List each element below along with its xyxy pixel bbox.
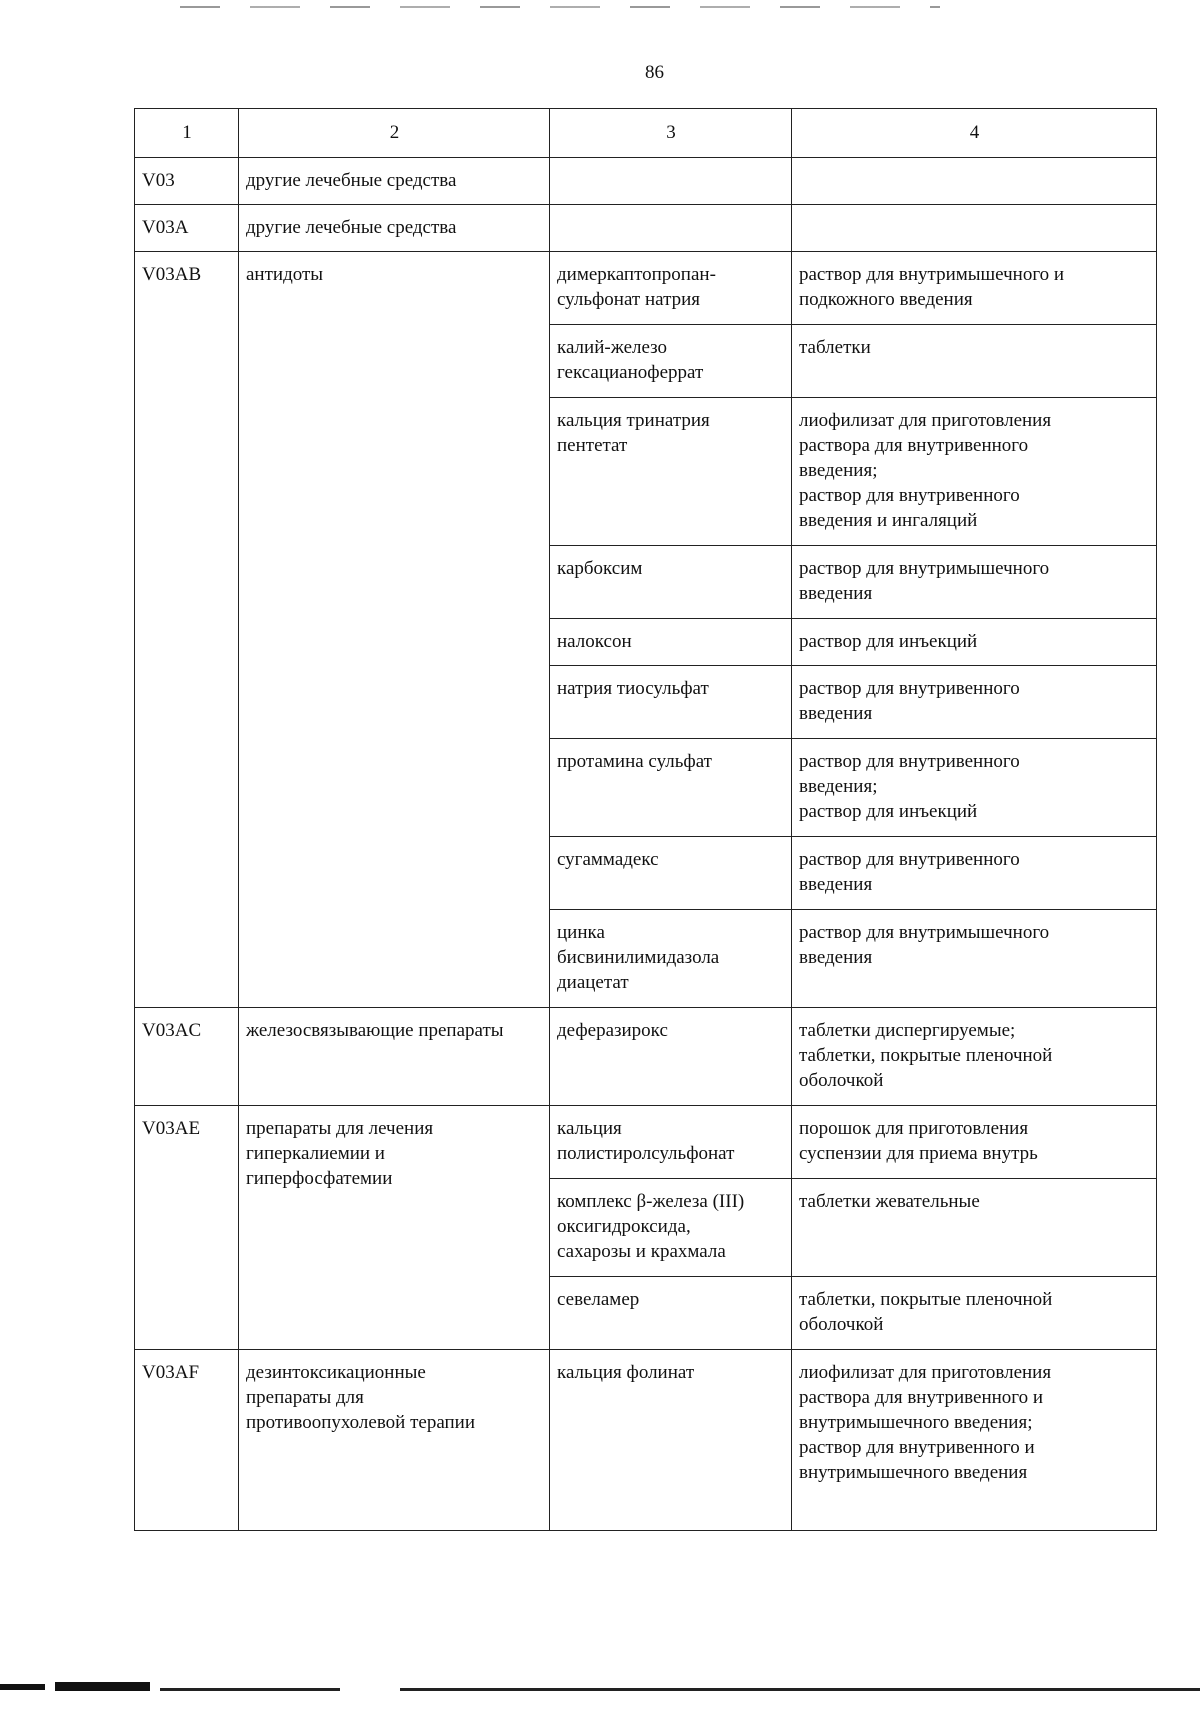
dosage-form	[792, 205, 1157, 252]
dosage-form-line: введения	[799, 703, 873, 724]
column-header-2: 2	[239, 109, 550, 158]
atc-code: V03AF	[135, 1350, 239, 1531]
dosage-form-line: суспензии для приема внутрь	[799, 1143, 1038, 1164]
atc-code: V03AB	[135, 252, 239, 1008]
atc-code: V03AC	[135, 1008, 239, 1106]
dosage-form-line: оболочкой	[799, 1314, 884, 1335]
drug-name-line: протамина сульфат	[557, 751, 712, 772]
dosage-form-line: раствор для инъекций	[799, 631, 978, 652]
dosage-form-line: внутримышечного введения	[799, 1462, 1028, 1483]
drug-name	[550, 325, 792, 398]
drug-name-line: натрия тиосульфат	[557, 678, 709, 699]
dosage-form-line: раствор для внутривенного	[799, 751, 1020, 772]
drug-name-line: диацетат	[557, 972, 629, 993]
drug-name	[550, 1008, 792, 1106]
dosage-form-line: лиофилизат для приготовления	[799, 410, 1052, 431]
column-header-3: 3	[550, 109, 792, 158]
dosage-form-line: таблетки диспергируемые;	[799, 1020, 1016, 1041]
drug-name	[550, 837, 792, 910]
dosage-form	[792, 1008, 1157, 1106]
dosage-form	[792, 1179, 1157, 1277]
dosage-form-line: введения	[799, 874, 873, 895]
drug-name	[550, 619, 792, 666]
scan-artifact-top	[180, 6, 940, 8]
dosage-form-line: таблетки	[799, 337, 871, 358]
dosage-form-line: оболочкой	[799, 1070, 884, 1091]
dosage-form	[792, 1106, 1157, 1179]
atc-code: V03AE	[135, 1106, 239, 1350]
drug-name	[550, 205, 792, 252]
drug-name	[550, 739, 792, 837]
atc-code: V03	[135, 158, 239, 205]
drug-name-line: калий-железо	[557, 337, 668, 358]
dosage-form-line: раствор для внутривенного	[799, 849, 1020, 870]
scan-mark	[400, 1688, 1200, 1691]
dosage-form	[792, 546, 1157, 619]
dosage-form	[792, 619, 1157, 666]
dosage-form	[792, 910, 1157, 1008]
drug-name	[550, 398, 792, 546]
dosage-form-line: раствора для внутривенного и	[799, 1387, 1044, 1408]
dosage-form-line: введения	[799, 947, 873, 968]
drug-name-line: сахарозы и крахмала	[557, 1241, 726, 1262]
dosage-form-line: таблетки жевательные	[799, 1191, 980, 1212]
dosage-form-line: введения и ингаляций	[799, 510, 978, 531]
dosage-form	[792, 1277, 1157, 1350]
drug-name-line: кальция фолинат	[557, 1362, 695, 1383]
atc-group-name-line: гиперфосфатемии	[246, 1168, 393, 1189]
dosage-form-line: таблетки, покрытые пленочной	[799, 1045, 1053, 1066]
scan-mark	[0, 1684, 45, 1690]
scan-mark	[160, 1688, 340, 1691]
drug-name-line: севеламер	[557, 1289, 640, 1310]
drug-name-line: сульфонат натрия	[557, 289, 701, 310]
page-number: 86	[645, 62, 664, 83]
table-header-row	[135, 109, 1157, 158]
atc-group-name: другие лечебные средства	[239, 158, 550, 205]
drug-name-line: пентетат	[557, 435, 628, 456]
atc-group-name: другие лечебные средства	[239, 205, 550, 252]
drug-name	[550, 252, 792, 325]
drug-name	[550, 1106, 792, 1179]
dosage-form	[792, 325, 1157, 398]
atc-group-name-line: дезинтоксикационные	[246, 1362, 426, 1383]
drug-name-line: карбоксим	[557, 558, 643, 579]
dosage-form-line: введения;	[799, 776, 878, 797]
medicines-table	[134, 108, 1157, 1531]
drug-name-line: цинка	[557, 922, 605, 943]
drug-name-line: гексацианоферрат	[557, 362, 704, 383]
drug-name	[550, 1179, 792, 1277]
dosage-form-line: раствор для внутривенного и	[799, 1437, 1035, 1458]
table-row	[135, 1106, 1157, 1179]
dosage-form	[792, 666, 1157, 739]
column-header-4: 4	[792, 109, 1157, 158]
dosage-form-line: раствор для инъекций	[799, 801, 978, 822]
table-row	[135, 1350, 1157, 1531]
atc-group-name: антидоты	[239, 252, 550, 1008]
atc-group-name	[239, 1106, 550, 1350]
drug-name-line: полистиролсульфонат	[557, 1143, 735, 1164]
table-row	[135, 252, 1157, 325]
dosage-form	[792, 1350, 1157, 1531]
column-header-1: 1	[135, 109, 239, 158]
atc-group-name: железосвязывающие препараты	[239, 1008, 550, 1106]
atc-group-name	[239, 1350, 550, 1531]
drug-name-line: деферазирокс	[557, 1020, 668, 1041]
drug-name-line: димеркаптопропан-	[557, 264, 716, 285]
dosage-form-line: таблетки, покрытые пленочной	[799, 1289, 1053, 1310]
drug-name-line: налоксон	[557, 631, 632, 652]
table-row	[135, 1008, 1157, 1106]
atc-group-name-line: гиперкалиемии и	[246, 1143, 385, 1164]
drug-name-line: кальция	[557, 1118, 622, 1139]
dosage-form-line: порошок для приготовления	[799, 1118, 1029, 1139]
scan-mark	[55, 1682, 150, 1691]
dosage-form	[792, 158, 1157, 205]
dosage-form	[792, 252, 1157, 325]
scan-artifact-bottom	[0, 1678, 1200, 1692]
drug-name-line: сугаммадекс	[557, 849, 659, 870]
dosage-form-line: раствор для внутримышечного	[799, 922, 1050, 943]
dosage-form	[792, 837, 1157, 910]
table-row	[135, 158, 1157, 205]
dosage-form-line: раствор для внутримышечного	[799, 558, 1050, 579]
table-row	[135, 205, 1157, 252]
atc-code: V03A	[135, 205, 239, 252]
dosage-form	[792, 739, 1157, 837]
drug-name-line: кальция тринатрия	[557, 410, 710, 431]
dosage-form-line: внутримышечного введения;	[799, 1412, 1033, 1433]
drug-name	[550, 1350, 792, 1531]
atc-group-name-line: препараты для лечения	[246, 1118, 434, 1139]
dosage-form	[792, 398, 1157, 546]
dosage-form-line: раствор для внутривенного	[799, 485, 1020, 506]
dosage-form-line: раствора для внутривенного	[799, 435, 1029, 456]
drug-name	[550, 158, 792, 205]
drug-name-line: бисвинилимидазола	[557, 947, 720, 968]
atc-group-name-line: препараты для	[246, 1387, 364, 1408]
dosage-form-line: введения	[799, 583, 873, 604]
drug-name	[550, 666, 792, 739]
dosage-form-line: лиофилизат для приготовления	[799, 1362, 1052, 1383]
dosage-form-line: раствор для внутримышечного и	[799, 264, 1065, 285]
dosage-form-line: подкожного введения	[799, 289, 973, 310]
drug-name	[550, 910, 792, 1008]
drug-name	[550, 546, 792, 619]
drug-name-line: оксигидроксида,	[557, 1216, 691, 1237]
atc-group-name-line: противоопухолевой терапии	[246, 1412, 476, 1433]
dosage-form-line: введения;	[799, 460, 878, 481]
drug-name	[550, 1277, 792, 1350]
dosage-form-line: раствор для внутривенного	[799, 678, 1020, 699]
drug-name-line: комплекс β-железа (III)	[557, 1191, 745, 1212]
